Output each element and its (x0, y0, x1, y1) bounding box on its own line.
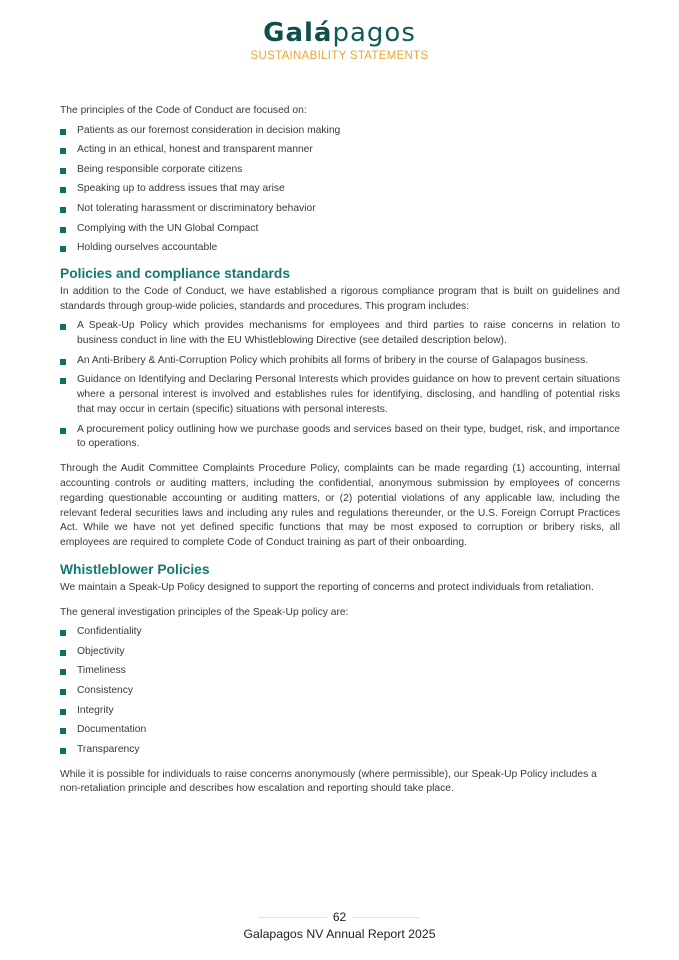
list-item: A procurement policy outlining how we purchase goods and services based on their type, budget, risk, and importance to operations. (60, 423, 620, 453)
logo-bold-part: Galá (263, 18, 333, 48)
logo-light-part: pagos (332, 18, 416, 48)
audit-committee-paragraph: Through the Audit Committee Complaints Procedure Policy, complaints can be made regarding (1) accounting, internal accounting controls or auditing matters, including the confidential, anonymous submission by employees of concerns regarding questionable accounting or auditing matters, or (2) potential violations of any applicable law, including the relevant federal securities laws and including any rules and regulations thereunder, or the U.S. Foreign Corrupt Practices Act. While we have not yet defined specific functions that may be most exposed to corruption or bribery risks, all employees are required to complete Code of Conduct training as part of their onboarding. (60, 463, 620, 549)
list-item: Speaking up to address issues that may arise (60, 182, 620, 197)
whistleblower-heading: Whistleblower Policies (60, 561, 210, 577)
list-item: An Anti-Bribery & Anti-Corruption Policy which prohibits all forms of bribery in the course of Galapagos business. (60, 354, 620, 369)
list-item: Guidance on Identifying and Declaring Personal Interests which provides guidance on how to prevent certain situations where a personal interest is involved and establishes rules for identifying, disclosing, and handling of potential risks that may occur in certain (specific) situations with personal interests. (60, 373, 620, 417)
galapagos-logo (0, 18, 679, 48)
page-content (60, 104, 620, 797)
list-item: Consistency (60, 684, 620, 699)
principles-list (60, 625, 620, 757)
whistleblower-intro: We maintain a Speak-Up Policy designed to support the reporting of concerns and protect individuals from retaliation. (60, 581, 594, 593)
list-item: Transparency (60, 743, 620, 758)
list-item: Timeliness (60, 664, 620, 679)
list-item: Objectivity (60, 645, 620, 660)
closing-paragraph: While it is possible for individuals to raise concerns anonymously (where permissible), our Speak-Up Policy includes a non-retaliation principle and describes how escalation and reporting should take place. (60, 768, 597, 795)
list-item: Complying with the UN Global Compact (60, 222, 620, 237)
page-header (0, 18, 679, 62)
policies-list (60, 319, 620, 452)
list-item: Documentation (60, 723, 620, 738)
footer-rule (0, 908, 679, 926)
principles-intro: The general investigation principles of the Speak-Up policy are: (60, 606, 349, 618)
list-item: Confidentiality (60, 625, 620, 640)
list-item: Holding ourselves accountable (60, 241, 620, 256)
list-item: Being responsible corporate citizens (60, 163, 620, 178)
list-item: Not tolerating harassment or discriminatory behavior (60, 202, 620, 217)
report-title: Galapagos NV Annual Report 2025 (243, 927, 436, 941)
code-of-conduct-list (60, 124, 620, 256)
list-item: Patients as our foremost consideration in decision making (60, 124, 620, 139)
page-number: 62 (327, 908, 352, 926)
code-of-conduct-intro: The principles of the Code of Conduct are focused on: (60, 105, 307, 116)
list-item: A Speak-Up Policy which provides mechanisms for employees and third parties to raise concerns in relation to business conduct in line with the EU Whistleblowing Directive (see detailed description below). (60, 319, 620, 349)
policies-heading: Policies and compliance standards (60, 265, 291, 281)
section-subtitle: SUSTAINABILITY STATEMENTS (250, 50, 429, 62)
policies-intro: In addition to the Code of Conduct, we have established a rigorous compliance program that is built on guidelines and standards through group-wide policies, standards and procedures. This program includes: (60, 285, 620, 312)
list-item: Integrity (60, 704, 620, 719)
list-item: Acting in an ethical, honest and transparent manner (60, 143, 620, 158)
page-footer (0, 908, 679, 941)
